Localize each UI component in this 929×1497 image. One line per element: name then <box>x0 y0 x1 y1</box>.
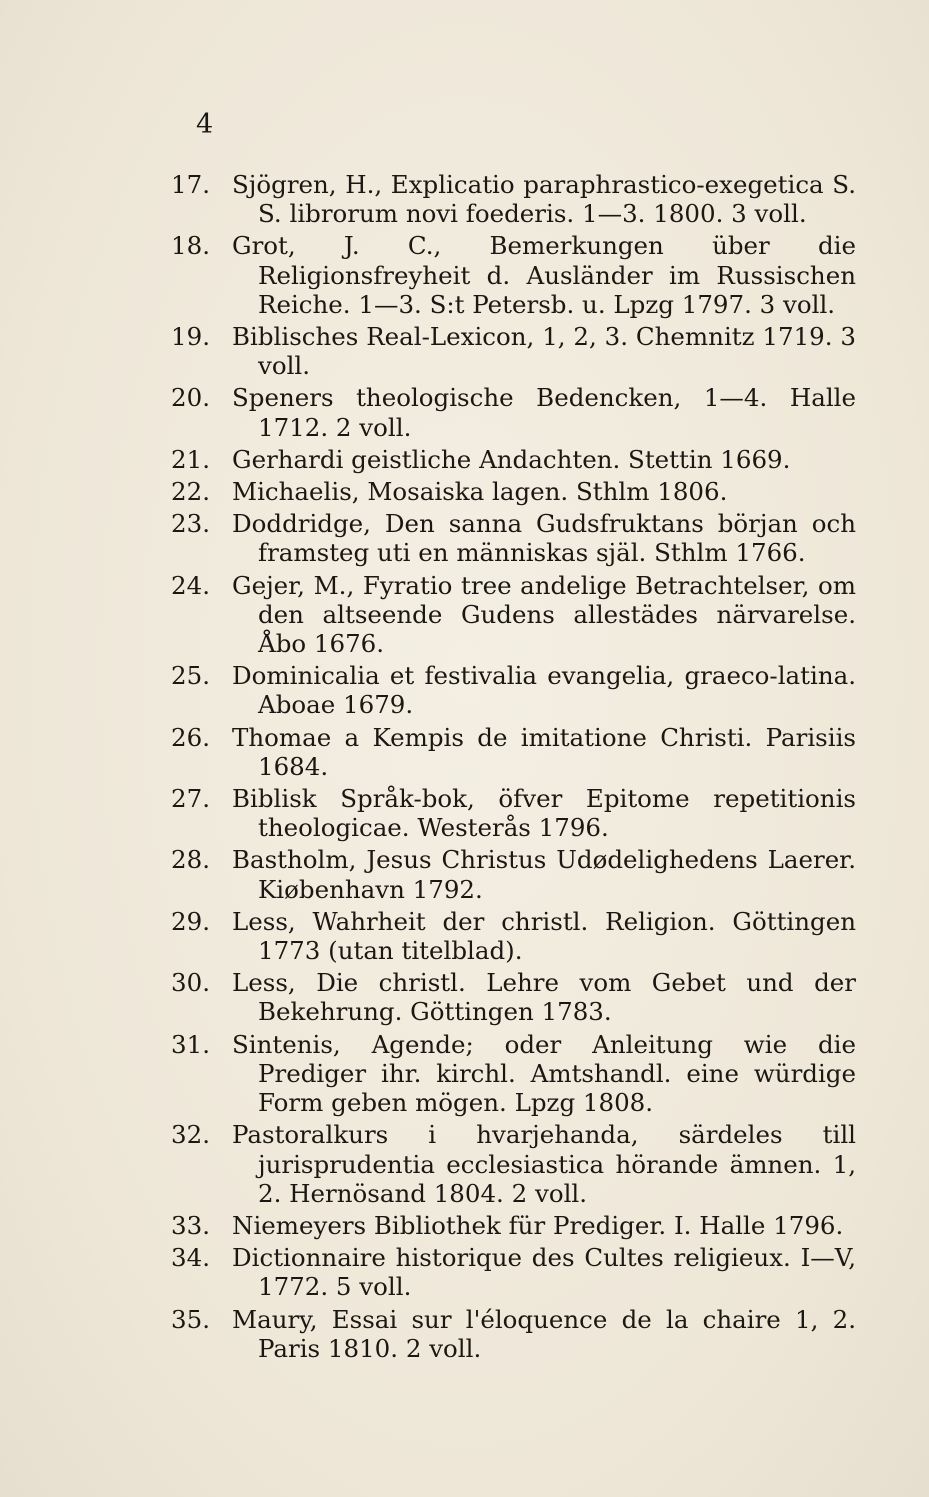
entry-number: 28. <box>171 845 210 875</box>
catalog-entry <box>166 784 856 842</box>
entry-text: Less, Wahrheit der christl. Religion. Göttingen 1773 (utan titelblad). <box>232 906 856 966</box>
entry-number: 32. <box>171 1120 210 1150</box>
entry-text: Gerhardi geistliche Andachten. Stettin 1669. <box>232 444 791 474</box>
catalog-entry <box>166 477 856 506</box>
catalog-entry <box>166 845 856 903</box>
entry-number: 17. <box>171 170 210 199</box>
entry-text: Niemeyers Bibliothek für Prediger. I. Halle 1796. <box>232 1210 844 1240</box>
entry-text: Less, Die christl. Lehre vom Gebet und der Bekehrung. Göttingen 1783. <box>232 968 856 1027</box>
entry-number: 19. <box>171 322 210 352</box>
entry-number: 22. <box>171 477 210 507</box>
catalog-entry <box>166 231 856 319</box>
catalog-entry <box>166 571 856 659</box>
catalog-entry <box>166 1305 856 1363</box>
catalog-entry <box>166 1120 856 1208</box>
catalog-entry <box>166 170 856 228</box>
entry-number: 31. <box>171 1029 210 1059</box>
entry-text: Grot, J. C., Bemerkungen über die Religionsfreyheit d. Ausländer im Russischen Reiche. 1—3. S:t Petersb. u. Lpzg 1797. 3 voll. <box>232 231 856 319</box>
entry-text: Dominicalia et festivalia evangelia, graeco-latina. Aboae 1679. <box>232 661 856 720</box>
entry-text: Sjögren, H., Explicatio paraphrastico-exegetica S. S. librorum novi foederis. 1—3. 1800. 3 voll. <box>232 170 856 229</box>
entry-number: 20. <box>171 383 210 413</box>
entry-number: 24. <box>171 570 210 600</box>
catalog-entry <box>166 907 856 965</box>
entry-number: 35. <box>171 1304 210 1334</box>
catalog-entry <box>166 1243 856 1301</box>
entry-text: Biblisches Real-Lexicon, 1, 2, 3. Chemnitz 1719. 3 voll. <box>232 322 856 381</box>
catalog-entry <box>166 723 856 781</box>
entry-number: 21. <box>171 444 210 474</box>
entry-number: 26. <box>171 722 210 752</box>
entry-text: Biblisk Språk-bok, öfver Epitome repetitionis theologicae. Westerås 1796. <box>232 784 856 843</box>
catalog-entry <box>166 1030 856 1118</box>
entry-text: Maury, Essai sur l'éloquence de la chaire 1, 2. Paris 1810. 2 voll. <box>232 1304 856 1363</box>
entry-text: Thomae a Kempis de imitatione Christi. Parisiis 1684. <box>232 722 856 781</box>
page-number: 4 <box>196 109 214 140</box>
entry-text: Sintenis, Agende; oder Anleitung wie die Prediger ihr. kirchl. Amtshandl. eine würdige Form geben mögen. Lpzg 1808. <box>232 1029 856 1118</box>
catalog-entry <box>166 322 856 380</box>
catalog-entry <box>166 509 856 567</box>
entry-number: 18. <box>171 231 210 261</box>
catalog-entry-list <box>166 170 856 1366</box>
entry-number: 33. <box>171 1210 210 1240</box>
entry-text: Speners theologische Bedencken, 1—4. Halle 1712. 2 voll. <box>232 383 856 442</box>
entry-text: Doddridge, Den sanna Gudsfruktans början och framsteg uti en människas själ. Sthlm 1766. <box>232 509 856 568</box>
entry-number: 25. <box>171 661 210 691</box>
catalog-entry <box>166 1211 856 1240</box>
entry-number: 30. <box>171 968 210 998</box>
entry-text: Michaelis, Mosaiska lagen. Sthlm 1806. <box>232 477 728 507</box>
entry-text: Bastholm, Jesus Christus Udødelighedens Laerer. Kiøbenhavn 1792. <box>232 845 856 904</box>
entry-number: 27. <box>171 784 210 814</box>
entry-text: Gejer, M., Fyratio tree andelige Betrachtelser, om den altseende Gudens allestädes närvarelse. Åbo 1676. <box>232 570 856 659</box>
entry-number: 34. <box>171 1243 210 1273</box>
entry-text: Dictionnaire historique des Cultes religieux. I—V, 1772. 5 voll. <box>232 1243 856 1302</box>
entry-text: Pastoralkurs i hvarjehanda, särdeles till jurisprudentia ecclesiastica hörande ämnen. 1, 2. Hernösand 1804. 2 voll. <box>232 1120 856 1208</box>
catalog-entry <box>166 445 856 474</box>
entry-number: 29. <box>171 906 210 936</box>
entry-number: 23. <box>171 509 210 539</box>
catalog-entry <box>166 383 856 441</box>
catalog-entry <box>166 968 856 1026</box>
catalog-entry <box>166 661 856 719</box>
